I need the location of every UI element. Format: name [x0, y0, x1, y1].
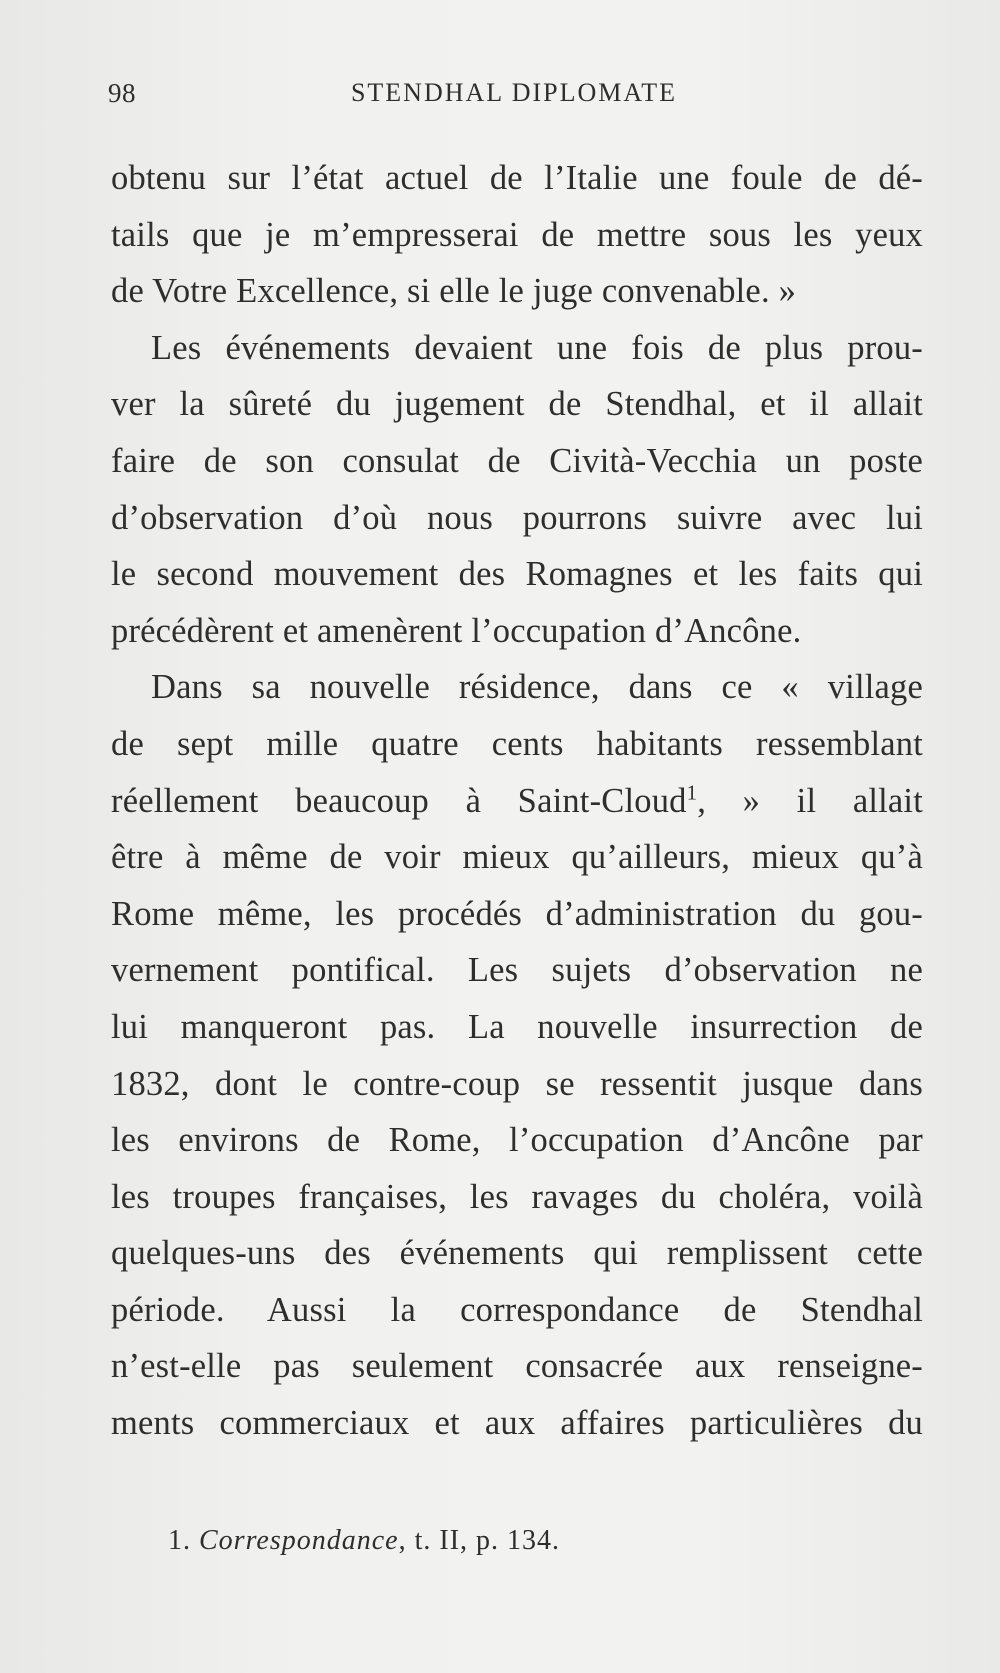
text-line: Les événements devaient une fois de plus prou-: [151, 328, 923, 367]
text-line: de Votre Excellence, si elle le juge convenable. »: [111, 272, 797, 311]
text-line: obtenu sur l’état actuel de l’Italie une foule de dé-: [111, 159, 923, 197]
text-line: être à même de voir mieux qu’ailleurs, mieux qu’à: [111, 838, 923, 877]
text-line: n’est-elle pas seulement consacrée aux renseigne-: [111, 1347, 923, 1386]
text-line: faire de son consulat de Cività-Vecchia un poste: [111, 441, 923, 480]
footnote-number: 1.: [168, 1525, 191, 1556]
text-line: ver la sûreté du jugement de Stendhal, et il allait: [111, 385, 923, 424]
footnote: [168, 1525, 560, 1557]
text-line: le second mouvement des Romagnes et les faits qui: [111, 555, 923, 594]
text-line: ments commerciaux et aux affaires particulières du: [111, 1404, 923, 1443]
text-line: les environs de Rome, l’occupation d’Ancône par: [111, 1121, 923, 1160]
page-number: 98: [108, 78, 136, 108]
text-line-with-footnote: [111, 773, 923, 830]
footnote-title: Correspondance: [199, 1525, 399, 1556]
footnote-reference-text: , t. II, p. 134.: [398, 1525, 561, 1556]
text-line: précédèrent et amenèrent l’occupation d’Ancône.: [111, 611, 802, 650]
text-line: 1832, dont le contre-coup se ressentit jusque dans: [111, 1064, 923, 1103]
text-segment: , » il allait: [697, 781, 923, 820]
body-text: [111, 150, 923, 1452]
text-line: les troupes françaises, les ravages du choléra, voilà: [111, 1177, 923, 1216]
text-line: tails que je m’empresserai de mettre sous les yeux: [111, 215, 923, 254]
running-title: STENDHAL DIPLOMATE: [350, 78, 678, 107]
text-line: de sept mille quatre cents habitants ressemblant: [111, 724, 923, 763]
text-line: lui manqueront pas. La nouvelle insurrection de: [111, 1007, 923, 1046]
text-line: période. Aussi la correspondance de Stendhal: [111, 1290, 923, 1329]
page-header: [108, 78, 920, 118]
text-line: Rome même, les procédés d’administration du gou-: [111, 894, 923, 933]
footnote-reference: 1: [686, 782, 698, 805]
text-line: d’observation d’où nous pourrons suivre avec lui: [111, 498, 923, 537]
text-line: Dans sa nouvelle résidence, dans ce « village: [151, 668, 923, 707]
text-line: quelques-uns des événements qui remplissent cette: [111, 1234, 923, 1273]
text-line: vernement pontifical. Les sujets d’observation ne: [111, 951, 923, 990]
text-segment: réellement beaucoup à Saint-Cloud: [111, 781, 687, 820]
